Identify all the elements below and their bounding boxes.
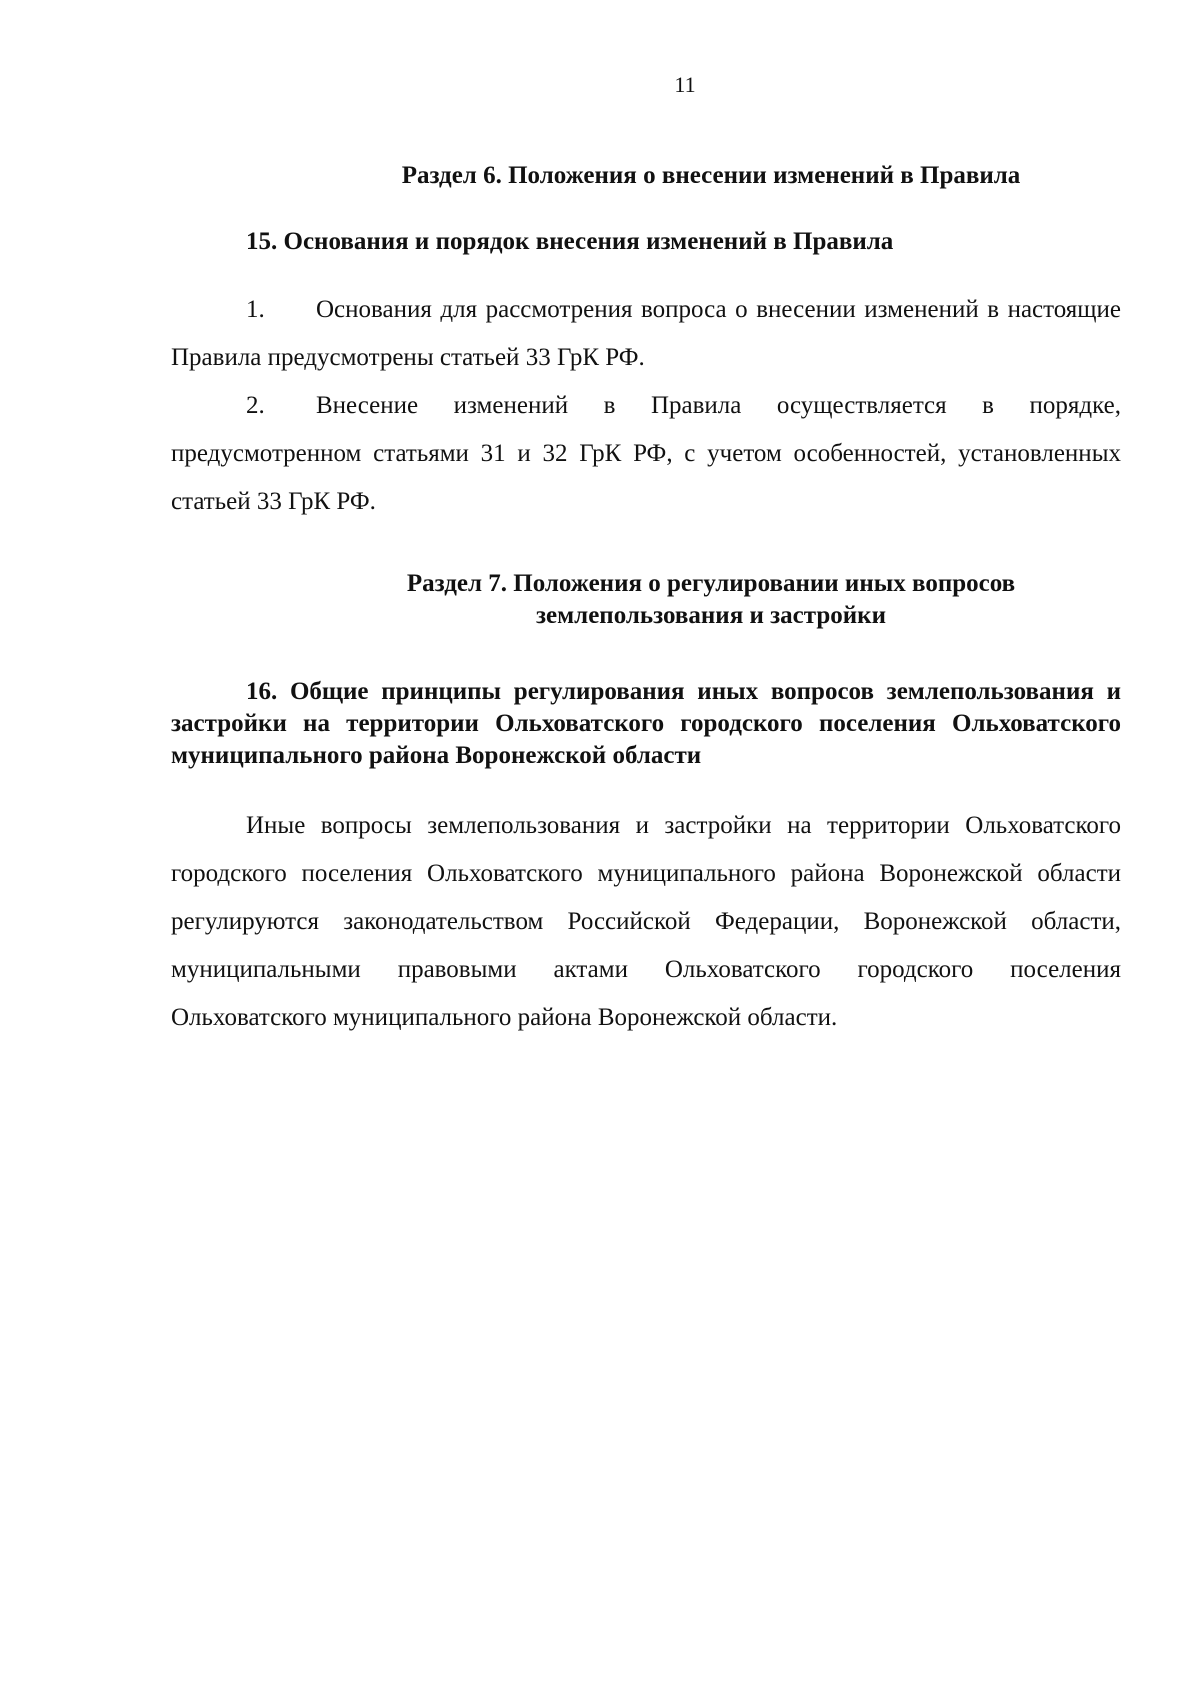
article-16-body: Иные вопросы землепользования и застройки на территории Ольховатского городского поселения Ольховатского муниципального района Воронежской области регулируются законодательством Российской Федерации, Воронежской области, муниципальными правовыми актами Ольховатского городского поселения Ольховатского муниципального района Воронежской области. bbox=[171, 812, 1121, 1031]
document-body bbox=[171, 160, 1121, 1042]
article-15-item-1 bbox=[171, 286, 1121, 382]
section-7-title bbox=[171, 568, 1121, 632]
item-text: Внесение изменений в Правила осуществляется в порядке, предусмотренном статьями 31 и 32 ГрК РФ, с учетом особенностей, установленных статьей 33 ГрК РФ. bbox=[171, 392, 1121, 515]
section-7-title-line-2: землепользования и застройки bbox=[536, 602, 886, 629]
item-number: 1. bbox=[246, 296, 265, 323]
article-15-item-2 bbox=[171, 382, 1121, 526]
item-text: Основания для рассмотрения вопроса о внесении изменений в настоящие Правила предусмотрены статьей 33 ГрК РФ. bbox=[171, 296, 1121, 371]
article-15-body bbox=[171, 286, 1121, 526]
section-6-title-text: Раздел 6. Положения о внесении изменений в Правила bbox=[401, 162, 1021, 189]
article-16-title: 16. Общие принципы регулирования иных вопросов землепользования и застройки на территории Ольховатского городского поселения Ольховатского муниципального района Воронежской области bbox=[171, 678, 1121, 769]
section-6-title bbox=[171, 160, 1121, 192]
section-7-title-line-1: Раздел 7. Положения о регулировании иных вопросов bbox=[406, 570, 1016, 597]
item-number: 2. bbox=[246, 392, 265, 419]
page-number: 11 bbox=[674, 72, 696, 97]
article-15-title: 15. Основания и порядок внесения изменений в Правила bbox=[246, 228, 894, 255]
